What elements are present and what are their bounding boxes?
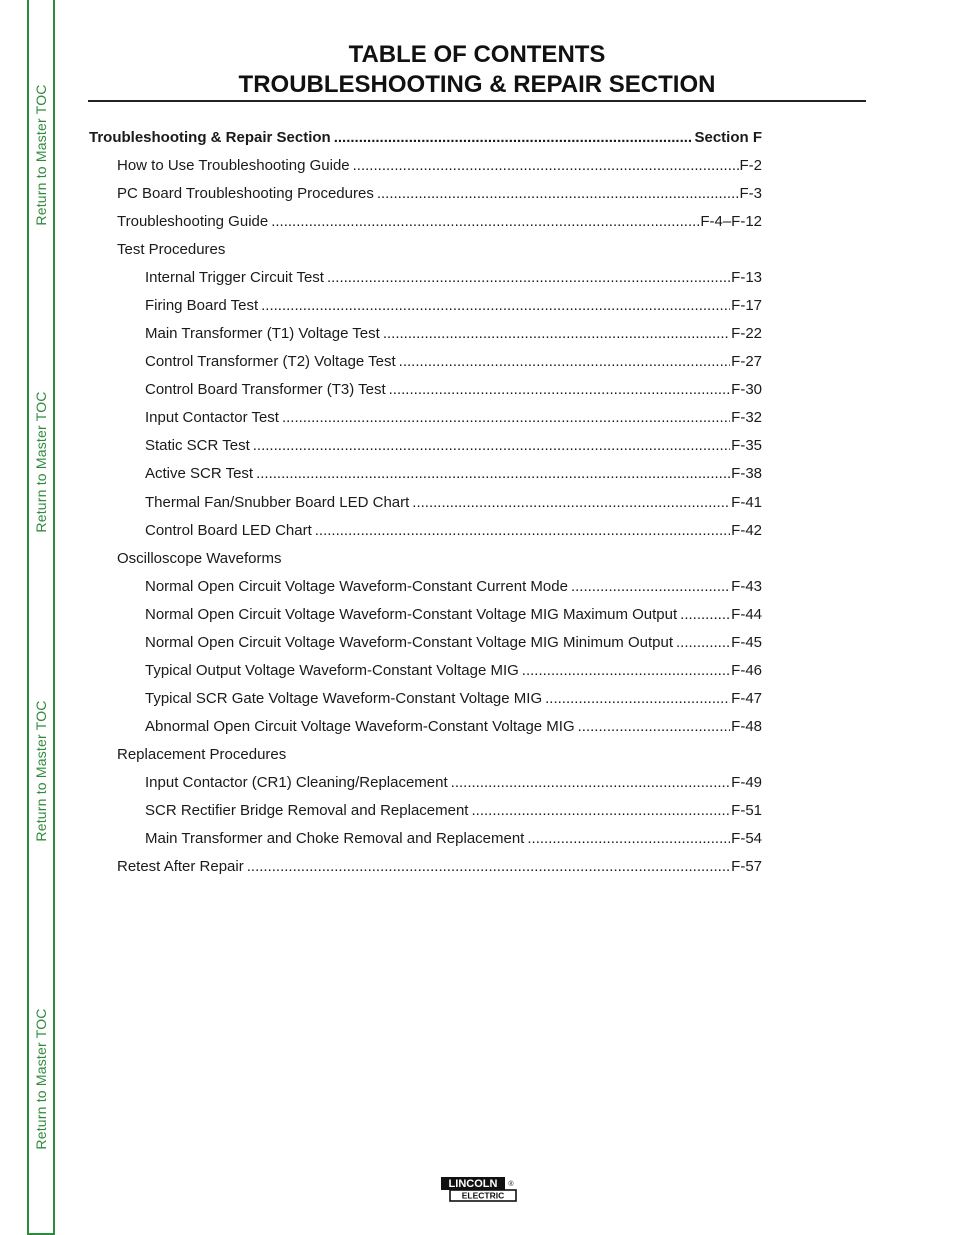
toc-entry-label: Troubleshooting & Repair Section — [89, 129, 331, 146]
toc-entry-page: F-2 — [739, 157, 762, 175]
toc-entry-label: Test Procedures — [117, 241, 226, 259]
toc-entry[interactable] — [145, 657, 762, 685]
toc-entry[interactable] — [145, 685, 762, 713]
toc-entry-label: Static SCR Test — [145, 437, 250, 455]
toc-entry-page: F-43 — [731, 577, 762, 595]
toc-entry-label: Retest After Repair — [117, 858, 244, 876]
toc-entry-page: F-4–F-12 — [700, 213, 762, 231]
toc-entry[interactable] — [145, 432, 762, 460]
toc-dot-leader — [545, 685, 730, 713]
toc-dot-leader — [578, 713, 731, 741]
toc-entry-label: Main Transformer and Choke Removal and Replacement — [145, 830, 525, 847]
toc-entry-label: Normal Open Circuit Voltage Waveform-Constant Current Mode — [145, 577, 568, 595]
toc-dot-leader — [253, 432, 730, 460]
toc-entry-label: Input Contactor Test — [145, 409, 279, 427]
toc-entry-page: F-45 — [731, 633, 762, 651]
toc-dot-leader — [271, 208, 699, 236]
toc-entry[interactable] — [145, 320, 762, 348]
toc-entry-page: F-49 — [731, 773, 762, 791]
toc-entry-label: Internal Trigger Circuit Test — [145, 269, 324, 287]
toc-dot-leader — [522, 657, 730, 685]
page-title — [88, 40, 866, 100]
toc-entry-label: Input Contactor (CR1) Cleaning/Replacement — [145, 773, 448, 791]
toc-dot-leader — [327, 264, 730, 292]
toc-entry-page: F-47 — [731, 689, 762, 707]
toc-entry[interactable] — [117, 180, 762, 208]
toc-dot-leader — [412, 489, 730, 517]
toc-entry-label: PC Board Troubleshooting Procedures — [117, 185, 374, 203]
return-to-master-toc-link-1[interactable]: Return to Master TOC — [33, 84, 49, 226]
toc-entry-label: Control Board Transformer (T3) Test — [145, 381, 386, 399]
toc-dot-leader — [399, 348, 730, 376]
toc-dot-leader — [676, 629, 730, 657]
toc-entry-label: Oscilloscope Waveforms — [117, 549, 282, 567]
toc-entry[interactable] — [145, 573, 762, 601]
toc-entry-label: Troubleshooting Guide — [117, 213, 269, 231]
sidebar — [27, 0, 55, 1235]
toc-entry[interactable] — [145, 404, 762, 432]
toc-entry-label: Typical Output Voltage Waveform-Constant Voltage MIG — [145, 661, 519, 679]
toc-entry-page: F-13 — [731, 269, 762, 287]
toc-entry-page: F-41 — [731, 493, 762, 511]
toc-entry-label: Active SCR Test — [145, 465, 254, 483]
toc-entry[interactable] — [145, 264, 762, 292]
toc-entry-label: Main Transformer (T1) Voltage Test — [145, 325, 380, 343]
toc-section-heading — [117, 545, 762, 573]
toc-entry[interactable] — [145, 292, 762, 320]
toc-entry[interactable] — [145, 517, 762, 545]
toc-entry-page: F-30 — [731, 381, 762, 399]
toc-entry-label: Abnormal Open Circuit Voltage Waveform-Constant Voltage MIG — [145, 717, 575, 735]
toc-dot-leader — [282, 404, 730, 432]
return-to-master-toc-link-2[interactable]: Return to Master TOC — [33, 391, 49, 533]
toc-entry[interactable] — [117, 208, 762, 236]
toc-entry-page: F-38 — [731, 465, 762, 483]
toc-entry[interactable] — [145, 825, 762, 853]
toc-dot-leader — [256, 460, 730, 488]
toc-entry-page: F-3 — [739, 185, 762, 203]
toc-entry-label: Control Board LED Chart — [145, 521, 312, 539]
toc-entry[interactable] — [89, 124, 762, 152]
toc-dot-leader — [571, 573, 730, 601]
title-line-2: TROUBLESHOOTING & REPAIR SECTION — [238, 71, 716, 98]
toc-entry[interactable] — [145, 348, 762, 376]
toc-entry[interactable] — [145, 629, 762, 657]
toc-entry[interactable] — [145, 460, 762, 488]
toc-entry-page: F-51 — [731, 801, 762, 819]
toc-dot-leader — [261, 292, 730, 320]
toc-entry[interactable] — [145, 797, 762, 825]
toc-entry[interactable] — [117, 853, 762, 881]
toc-entry-label: Thermal Fan/Snubber Board LED Chart — [145, 493, 410, 511]
toc-dot-leader — [247, 853, 730, 881]
toc-entry-page: F-46 — [731, 661, 762, 679]
toc-entry-page: F-54 — [731, 830, 762, 847]
toc-dot-leader — [389, 376, 731, 404]
logo-bottom-text: ELECTRIC — [461, 1190, 505, 1201]
logo-registered-mark: ® — [508, 1181, 514, 1188]
toc-dot-leader — [315, 517, 730, 545]
toc-dot-leader — [353, 152, 739, 180]
toc-dot-leader — [377, 180, 739, 208]
toc-entry-label: Typical SCR Gate Voltage Waveform-Constant Voltage MIG — [145, 689, 543, 707]
toc-dot-leader — [527, 825, 730, 853]
toc-entry-label: Normal Open Circuit Voltage Waveform-Constant Voltage MIG Maximum Output — [145, 605, 678, 623]
toc-dot-leader — [451, 769, 731, 797]
title-line-1: TABLE OF CONTENTS — [348, 41, 606, 68]
toc-entry-page: F-35 — [731, 437, 762, 455]
toc-entry-label: Control Transformer (T2) Voltage Test — [145, 353, 396, 371]
toc-entry[interactable] — [145, 489, 762, 517]
toc-entry-page: F-22 — [731, 325, 762, 343]
toc-entry-label: Normal Open Circuit Voltage Waveform-Constant Voltage MIG Minimum Output — [145, 633, 673, 651]
logo-top-text: LINCOLN — [448, 1178, 498, 1191]
toc-dot-leader — [334, 124, 694, 152]
toc-entry[interactable] — [117, 152, 762, 180]
lincoln-electric-logo — [440, 1176, 518, 1203]
toc-entry-label: SCR Rectifier Bridge Removal and Replacement — [145, 801, 469, 819]
return-to-master-toc-link-3[interactable]: Return to Master TOC — [33, 700, 49, 842]
toc-entry-label: Firing Board Test — [145, 297, 259, 315]
toc-entry-page: F-48 — [731, 717, 762, 735]
toc-entry[interactable] — [145, 376, 762, 404]
toc-section-heading — [117, 236, 762, 264]
toc-entry-page: F-27 — [731, 353, 762, 371]
toc-entry[interactable] — [145, 601, 762, 629]
toc-entry[interactable] — [145, 713, 762, 741]
toc-entry-page: Section F — [694, 129, 762, 146]
return-to-master-toc-link-4[interactable]: Return to Master TOC — [33, 1008, 49, 1150]
toc-dot-leader — [471, 797, 730, 825]
toc-entry-page: F-32 — [731, 409, 762, 427]
toc-dot-leader — [680, 601, 730, 629]
toc-entry-label: How to Use Troubleshooting Guide — [117, 157, 350, 175]
toc-entry-label: Replacement Procedures — [117, 745, 287, 763]
toc-dot-leader — [383, 320, 730, 348]
toc-entry-page: F-17 — [731, 297, 762, 315]
toc-entry[interactable] — [145, 769, 762, 797]
toc-entry-page: F-42 — [731, 521, 762, 539]
toc-entry-page: F-57 — [731, 858, 762, 876]
toc-section-heading — [117, 741, 762, 769]
toc-entry-page: F-44 — [731, 605, 762, 623]
title-divider — [88, 100, 866, 102]
